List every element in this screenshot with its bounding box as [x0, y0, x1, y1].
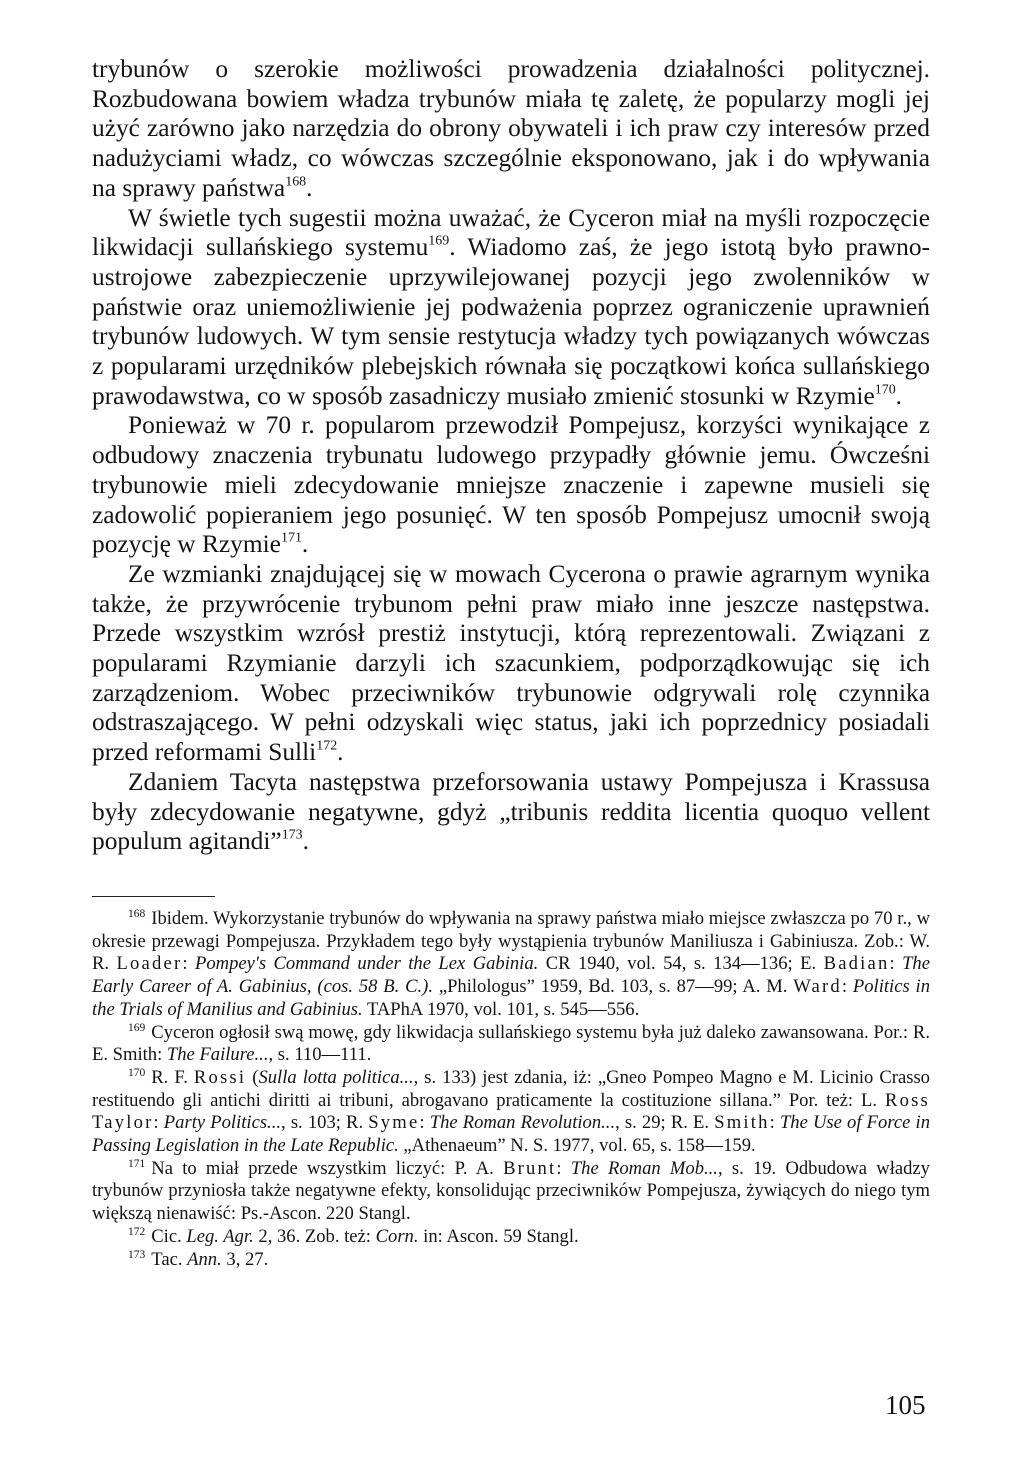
page-number: 105	[885, 1390, 926, 1420]
paragraph-text: .	[895, 381, 903, 410]
footnote-text: :	[556, 1157, 571, 1179]
work-title: The Early Career of A. Gabinius, (cos. 58 B. C.).	[92, 953, 930, 998]
footnote-ref: 171	[280, 530, 302, 546]
footnote-text: :	[182, 953, 195, 975]
author-name: Badian	[823, 953, 890, 975]
footnote-number: 171	[128, 1157, 146, 1170]
footnote-text: Ibidem. Wykorzystanie trybunów do wpływania na sprawy państwa miało miejsce zwłaszcza po 70 r., w okresie przewagi Pompejusza. Przykładem tego były wystąpienia trybunów Maniliusza i Gabiniusza. Zob.: W. R.	[92, 908, 930, 975]
footnote-169	[92, 1022, 930, 1067]
author-name: Ward	[793, 976, 842, 998]
paragraph-text: W świetle tych sugestii można uważać, że Cyceron miał na myśli rozpoczęcie likwidacji sullańskiego systemu	[92, 203, 930, 262]
footnote-text: , s. 29; R. E.	[615, 1112, 715, 1134]
work-title: The Failure...	[166, 1044, 269, 1066]
footnote-text: „Philologus” 1959, Bd. 103, s. 87—99; A. M.	[433, 976, 794, 998]
footnote-text: 2, 36. Zob. też:	[253, 1225, 376, 1247]
footnote-170	[92, 1067, 930, 1158]
paragraph-text: .	[301, 530, 309, 559]
footnote-172	[92, 1226, 930, 1249]
footnote-text: , s. 133) jest zdania, iż: „Gneo Pompeo Magno e M. Licinio Crasso restituendo gli antichi diritti ai tribuni, abrogavano praticamente la costituzione sillana.” Por. też: L.	[92, 1066, 930, 1111]
main-text	[92, 55, 930, 857]
footnote-text: :	[841, 976, 853, 998]
work-title: Pompey's Command under the Lex Gabinia.	[194, 953, 539, 975]
paragraph-text: .	[302, 827, 309, 856]
paragraph-text: . Wiadomo zaś, że jego istotą było prawno-ustrojowe zabezpieczenie uprzywilejowanej pozycji jego zwolenników w państwie oraz uniemożliwienie jej podważenia poprzez ograniczenie uprawnień trybunów ludowych. W tym sensie restytucja władzy tych powiązanych wówczas z popularami urzędników plebejskich równała się początkowi końca sullańskiego prawodawstwa, co w sposób zasadniczy musiało zmienić stosunki w Rzymie	[92, 233, 930, 410]
footnote-separator	[92, 896, 215, 897]
work-title: The Use of Force in Passing Legislation in the Late Republic.	[92, 1112, 930, 1157]
footnote-number: 172	[128, 1225, 146, 1238]
footnote-173	[92, 1249, 930, 1272]
footnote-text: :	[889, 953, 903, 975]
footnote-text: in: Ascon. 59 Stangl.	[418, 1225, 579, 1247]
footnote-text: TAPhA 1970, vol. 101, s. 545—556.	[362, 998, 640, 1020]
footnote-ref: 168	[285, 174, 307, 190]
work-title: Politics in the Trials of Manilius and Gabinius.	[92, 976, 931, 1020]
paragraph-2	[92, 204, 930, 412]
footnote-text: „Athenaeum” N. S. 1977, vol. 65, s. 158—159.	[398, 1135, 756, 1157]
author-name: Rossi	[193, 1066, 247, 1088]
paragraph-text: .	[306, 173, 313, 202]
footnote-text: , s. 103; R.	[281, 1112, 369, 1134]
paragraph-text: trybunów o szerokie możliwości prowadzenia działalności politycznej. Rozbudowana bowiem władza trybunów miała tę zaletę, że popularzy mogli jej użyć zarówno jako narzędzia do obrony obywateli i ich praw czy interesów przed nadużyciami władz, co wówczas szczególnie eksponowano, jak i do wpływania na sprawy państwa	[92, 55, 930, 202]
paragraph-1	[92, 55, 930, 204]
footnote-text: Na to miał przede wszystkim liczyć: P. A.	[151, 1157, 504, 1179]
paragraph-text: .	[337, 738, 344, 767]
footnote-171	[92, 1158, 930, 1226]
footnote-number: 168	[128, 908, 146, 921]
author-name: Smith	[714, 1112, 770, 1134]
footnote-text: R. F.	[151, 1066, 194, 1088]
work-title: Party Politics...	[163, 1112, 282, 1134]
footnote-text: Tac.	[151, 1248, 188, 1270]
paragraph-text: Ponieważ w 70 r. popularom przewodził Pompejusz, korzyści wynikające z odbudowy znaczenia trybunatu ludowego przypadły głównie jemu. Ówcześni trybunowie mieli zdecydowanie mniejsze znaczenie i zapewne musieli się zadowolić popieraniem jego posunięć. W ten sposób Pompejusz umocnił swoją pozycję w Rzymie	[92, 411, 930, 559]
footnote-number: 170	[128, 1067, 146, 1080]
work-title: Leg. Agr.	[186, 1225, 254, 1247]
footnote-ref: 169	[428, 233, 450, 249]
footnote-168	[92, 908, 930, 1022]
work-title: The Roman Revolution...	[429, 1112, 616, 1134]
work-title: Ann.	[187, 1248, 222, 1270]
footnote-text: :	[769, 1112, 780, 1134]
paragraph-text: Zdaniem Tacyta następstwa przeforsowania ustawy Pompejusza i Krassusa były zdecydowanie negatywne, gdyż „tribunis reddita licentia quoquo vellent populum agitandi”	[92, 767, 930, 856]
footnote-text: Cic.	[151, 1225, 187, 1247]
author-name: Loader	[116, 953, 183, 975]
footnote-number: 169	[128, 1021, 146, 1034]
paragraph-3	[92, 411, 930, 560]
footnote-text: :	[153, 1112, 164, 1134]
footnote-text: 3, 27.	[221, 1248, 269, 1270]
work-title: The Roman Mob...	[570, 1157, 718, 1179]
footnote-text: Cyceron ogłosił swą mowę, gdy likwidacja sullańskiego systemu była już daleko zawansowana. Por.: R. E. Smith:	[92, 1021, 930, 1066]
author-name: Syme	[368, 1112, 420, 1134]
footnote-text: CR 1940, vol. 54, s. 134—136; E.	[538, 953, 824, 975]
footnote-ref: 172	[316, 738, 338, 754]
work-title: Corn.	[375, 1225, 419, 1247]
footnote-ref: 170	[874, 382, 896, 398]
footnote-ref: 173	[281, 827, 303, 843]
footnote-text: :	[419, 1112, 430, 1134]
footnotes	[92, 908, 930, 1271]
footnote-number: 173	[128, 1248, 146, 1261]
paragraph-text: Ze wzmianki znajdującej się w mowach Cycerona o prawie agrarnym wynika także, że przywrócenie trybunom pełni praw miało inne jeszcze następstwa. Przede wszystkim wzrósł prestiż instytucji, którą reprezentowali. Związani z popularami Rzymianie darzyli ich szacunkiem, podporządkowując się ich zarządzeniom. Wobec przeciwników trybunowie odgrywali rolę czynnika odstraszającego. W pełni odzyskali więc status, jaki ich poprzednicy posiadali przed reformami Sulli	[92, 559, 930, 767]
paragraph-5	[92, 768, 930, 857]
author-name: Brunt	[503, 1157, 557, 1179]
work-title: Sulla lotta politica...	[258, 1066, 414, 1088]
author-name: Ross Taylor	[92, 1089, 930, 1134]
footnote-text: , s. 19. Odbudowa władzy trybunów przyniosła także negatywne efekty, konsolidując przeciwników Pompejusza, żywiących do niego tym większą nienawiść: Ps.-Ascon. 220 Stangl.	[92, 1157, 930, 1225]
footnote-text: (	[246, 1066, 259, 1088]
paragraph-4	[92, 560, 930, 768]
footnote-text: , s. 110—111.	[268, 1044, 372, 1066]
